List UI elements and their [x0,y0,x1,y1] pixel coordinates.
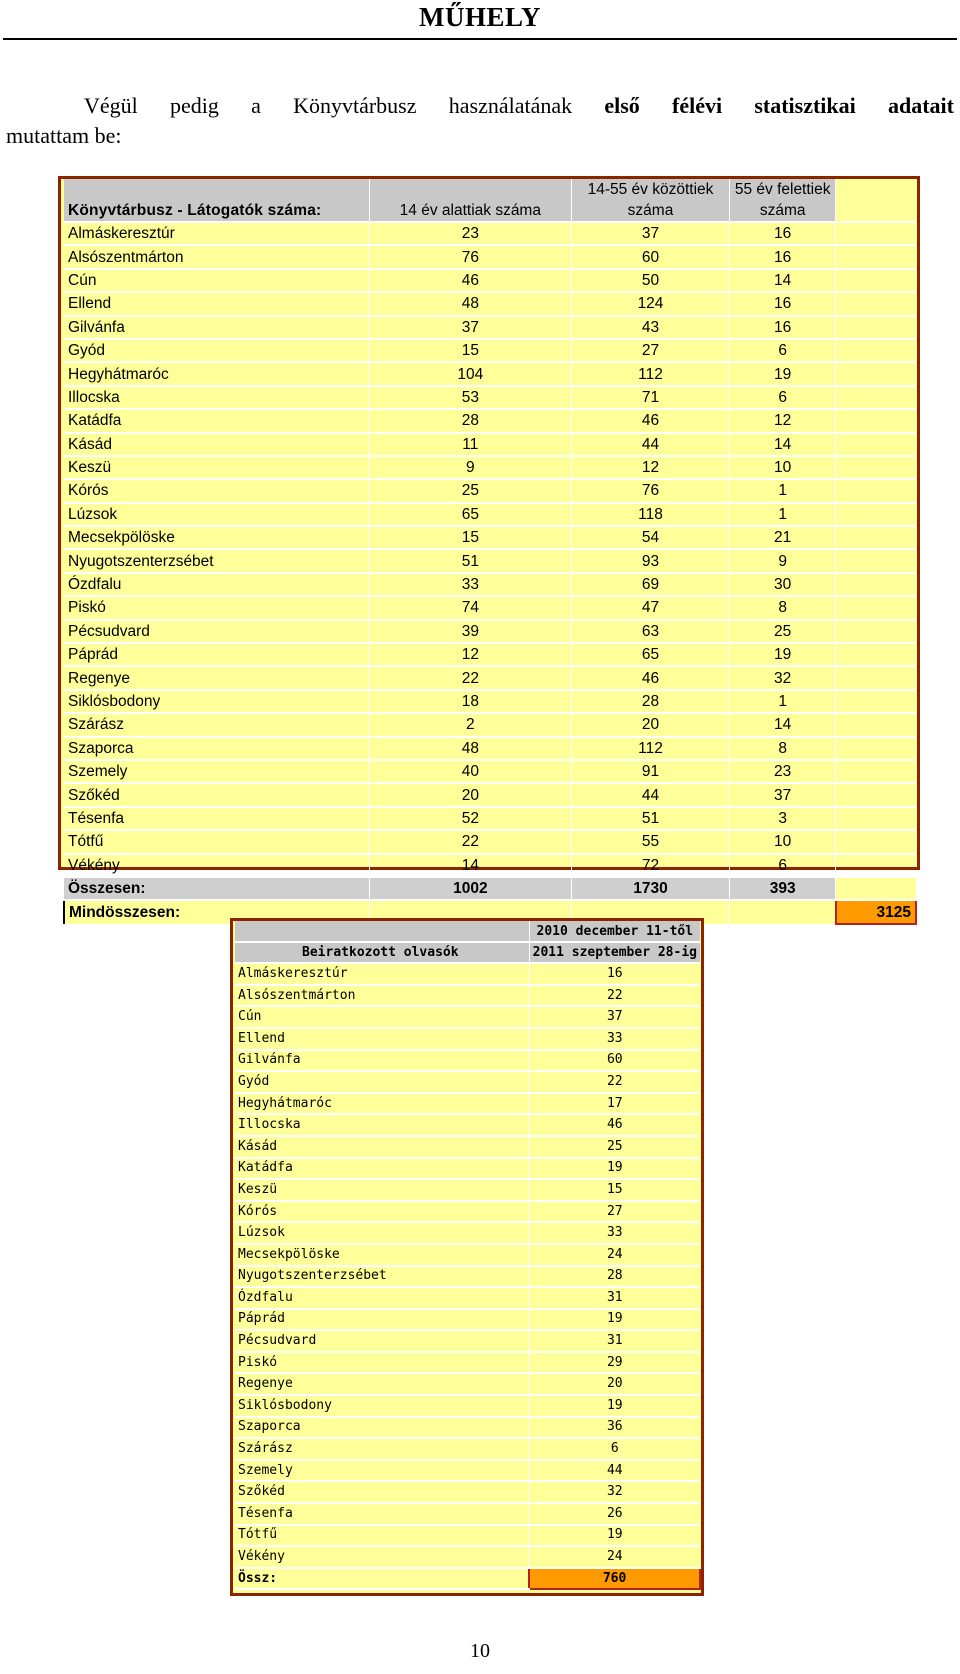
list-item [235,1438,700,1460]
table-row [64,737,916,760]
page-number: 10 [470,1640,490,1662]
list-item [235,1050,700,1072]
list-item [235,1525,700,1547]
village-name: Lúzsok [64,503,369,526]
reader-village-name: Gilvánfa [235,1050,529,1072]
count-14-55: 43 [571,316,729,339]
reader-village-name: Keszü [235,1179,529,1201]
village-name: Almáskeresztúr [64,222,369,245]
count-under-14: 46 [369,269,571,292]
readers-header-row-2 [235,942,700,964]
count-under-14: 25 [369,479,571,502]
list-item [235,1395,700,1417]
village-name: Tésenfa [64,807,369,830]
table-row [64,760,916,783]
village-name: Pécsudvard [64,620,369,643]
sum-over-55: 393 [730,877,836,900]
count-over-55: 23 [730,760,836,783]
empty-cell [836,269,916,292]
empty-cell [836,877,916,900]
sum-14-55: 1730 [571,877,729,900]
count-14-55: 50 [571,269,729,292]
count-over-55: 6 [730,339,836,362]
count-14-55: 65 [571,643,729,666]
count-under-14: 39 [369,620,571,643]
visitors-table [63,179,917,925]
list-item [235,1244,700,1266]
intro-text-plain: Végül pedig a Könyvtárbusz használatának [84,93,605,118]
village-name: Alsószentmárton [64,245,369,268]
reader-count: 28 [529,1266,700,1288]
count-under-14: 11 [369,433,571,456]
table-row [64,690,916,713]
empty-cell [836,479,916,502]
list-item [235,1460,700,1482]
sum-under-14: 1002 [369,877,571,900]
header-empty [836,179,916,222]
reader-count: 36 [529,1417,700,1439]
list-item [235,1330,700,1352]
reader-count: 19 [529,1158,700,1180]
list-item [235,1028,700,1050]
empty-cell [836,596,916,619]
count-14-55: 20 [571,713,729,736]
empty-cell [836,854,916,877]
reader-count: 33 [529,1222,700,1244]
table-row [64,573,916,596]
intro-text-bold: első félévi statisztikai adatait [604,93,954,118]
count-over-55: 1 [730,503,836,526]
empty-cell [836,573,916,596]
count-under-14: 15 [369,339,571,362]
reader-count: 33 [529,1028,700,1050]
count-over-55: 6 [730,854,836,877]
list-item [235,985,700,1007]
count-over-55: 32 [730,666,836,689]
reader-count: 25 [529,1136,700,1158]
village-name: Katádfa [64,409,369,432]
empty-cell [836,643,916,666]
readers-period-line1: 2010 december 11-től [529,921,700,942]
reader-village-name: Gyód [235,1071,529,1093]
count-14-55: 69 [571,573,729,596]
readers-total-value: 760 [529,1568,700,1590]
readers-table [235,921,701,1590]
table-row [64,222,916,245]
table-row [64,245,916,268]
count-over-55: 10 [730,456,836,479]
list-item [235,1503,700,1525]
count-over-55: 9 [730,549,836,572]
count-over-55: 30 [730,573,836,596]
count-over-55: 16 [730,222,836,245]
grand-total-label: Mindösszesen: [64,900,369,923]
readers-table-container [230,918,704,1596]
readers-period-line2: 2011 szeptember 28-ig [529,942,700,964]
village-name: Illocska [64,386,369,409]
village-name: Szaporca [64,737,369,760]
header-14-55-line1: 14-55 év közöttiek [587,181,714,198]
table-row [64,643,916,666]
list-item [235,1136,700,1158]
table-row [64,620,916,643]
village-name: Siklósbodony [64,690,369,713]
reader-village-name: Tótfű [235,1525,529,1547]
table-row [64,830,916,853]
count-over-55: 3 [730,807,836,830]
reader-village-name: Almáskeresztúr [235,963,529,985]
count-14-55: 60 [571,245,729,268]
count-under-14: 53 [369,386,571,409]
table-row [64,549,916,572]
count-over-55: 1 [730,690,836,713]
empty-cell [836,666,916,689]
reader-village-name: Szemely [235,1460,529,1482]
count-14-55: 71 [571,386,729,409]
readers-header-row-1 [235,921,700,942]
count-under-14: 74 [369,596,571,619]
readers-total-row [235,1568,700,1590]
village-name: Páprád [64,643,369,666]
reader-village-name: Nyugotszenterzsébet [235,1266,529,1288]
reader-village-name: Mecsekpölöske [235,1244,529,1266]
reader-count: 24 [529,1244,700,1266]
count-14-55: 44 [571,433,729,456]
table-row [64,526,916,549]
count-under-14: 48 [369,737,571,760]
reader-count: 20 [529,1373,700,1395]
list-item [235,1114,700,1136]
header-divider [3,38,957,40]
reader-village-name: Páprád [235,1309,529,1331]
table-row [64,596,916,619]
reader-count: 31 [529,1287,700,1309]
village-name: Keszü [64,456,369,479]
count-over-55: 16 [730,245,836,268]
count-under-14: 23 [369,222,571,245]
header-label: Könyvtárbusz - Látogatók száma: [64,179,369,222]
table-row [64,386,916,409]
header-under-14: 14 év alattiak száma [369,179,571,222]
count-14-55: 47 [571,596,729,619]
reader-village-name: Szárász [235,1438,529,1460]
table-row [64,316,916,339]
empty-cell [836,713,916,736]
reader-village-name: Ózdfalu [235,1287,529,1309]
header-over-55-line1: 55 év felettiek [734,181,831,198]
reader-count: 24 [529,1546,700,1568]
list-item [235,1309,700,1331]
count-14-55: 112 [571,737,729,760]
readers-total-label: Össz: [235,1568,529,1590]
count-under-14: 14 [369,854,571,877]
reader-village-name: Ellend [235,1028,529,1050]
count-under-14: 65 [369,503,571,526]
reader-count: 44 [529,1460,700,1482]
count-under-14: 104 [369,362,571,385]
reader-village-name: Piskó [235,1352,529,1374]
list-item [235,1373,700,1395]
reader-count: 17 [529,1093,700,1115]
table-row [64,854,916,877]
empty-cell [836,503,916,526]
header-over-55-line2: száma [759,202,806,219]
count-over-55: 10 [730,830,836,853]
count-over-55: 16 [730,292,836,315]
list-item [235,1481,700,1503]
empty-cell [730,900,836,923]
empty-cell [836,830,916,853]
reader-village-name: Katádfa [235,1158,529,1180]
reader-village-name: Siklósbodony [235,1395,529,1417]
reader-count: 31 [529,1330,700,1352]
list-item [235,1222,700,1244]
empty-cell [836,292,916,315]
reader-count: 6 [529,1438,700,1460]
reader-village-name: Alsószentmárton [235,985,529,1007]
village-name: Hegyhátmaróc [64,362,369,385]
empty-cell [836,620,916,643]
list-item [235,1201,700,1223]
table-row [64,292,916,315]
count-14-55: 118 [571,503,729,526]
empty-cell [836,783,916,806]
count-under-14: 20 [369,783,571,806]
intro-line-1 [6,91,954,121]
village-name: Cún [64,269,369,292]
count-under-14: 9 [369,456,571,479]
reader-village-name: Szőkéd [235,1481,529,1503]
count-over-55: 14 [730,269,836,292]
reader-village-name: Lúzsok [235,1222,529,1244]
empty-cell [836,362,916,385]
table-row [64,713,916,736]
table-row [64,339,916,362]
count-over-55: 25 [730,620,836,643]
intro-line-2: mutattam be: [6,123,122,148]
list-item [235,1093,700,1115]
count-under-14: 22 [369,830,571,853]
reader-count: 16 [529,963,700,985]
count-over-55: 8 [730,596,836,619]
count-14-55: 112 [571,362,729,385]
sum-label: Összesen: [64,877,369,900]
reader-count: 19 [529,1395,700,1417]
count-14-55: 55 [571,830,729,853]
village-name: Szárász [64,713,369,736]
reader-count: 37 [529,1006,700,1028]
visitors-header-row [64,179,916,222]
empty-cell [836,433,916,456]
village-name: Mecsekpölöske [64,526,369,549]
village-name: Nyugotszenterzsébet [64,549,369,572]
village-name: Vékény [64,854,369,877]
empty-cell [836,760,916,783]
reader-village-name: Vékény [235,1546,529,1568]
intro-paragraph [6,91,954,151]
count-under-14: 51 [369,549,571,572]
count-14-55: 51 [571,807,729,830]
empty-cell [836,222,916,245]
count-over-55: 19 [730,643,836,666]
count-14-55: 46 [571,666,729,689]
readers-header-blank [235,921,529,942]
count-over-55: 12 [730,409,836,432]
table-row [64,666,916,689]
table-row [64,409,916,432]
count-over-55: 21 [730,526,836,549]
reader-village-name: Kórós [235,1201,529,1223]
table-row [64,362,916,385]
empty-cell [836,456,916,479]
empty-cell [836,386,916,409]
header-over-55 [730,179,836,222]
village-name: Regenye [64,666,369,689]
count-14-55: 12 [571,456,729,479]
village-name: Piskó [64,596,369,619]
reader-village-name: Tésenfa [235,1503,529,1525]
reader-count: 15 [529,1179,700,1201]
count-14-55: 124 [571,292,729,315]
empty-cell [836,316,916,339]
reader-count: 46 [529,1114,700,1136]
reader-count: 19 [529,1525,700,1547]
count-14-55: 27 [571,339,729,362]
empty-cell [836,807,916,830]
count-14-55: 44 [571,783,729,806]
list-item [235,1287,700,1309]
village-name: Gyód [64,339,369,362]
count-over-55: 19 [730,362,836,385]
count-over-55: 8 [730,737,836,760]
village-name: Szemely [64,760,369,783]
list-item [235,1352,700,1374]
table-row [64,807,916,830]
count-under-14: 40 [369,760,571,783]
section-title: MŰHELY [418,2,542,32]
list-item [235,963,700,985]
reader-count: 27 [529,1201,700,1223]
count-under-14: 37 [369,316,571,339]
list-item [235,1179,700,1201]
count-14-55: 76 [571,479,729,502]
empty-cell [836,245,916,268]
count-over-55: 14 [730,433,836,456]
count-under-14: 76 [369,245,571,268]
count-under-14: 12 [369,643,571,666]
table-row [64,503,916,526]
empty-cell [836,409,916,432]
list-item [235,1417,700,1439]
grand-total-value: 3125 [836,900,916,923]
count-over-55: 37 [730,783,836,806]
count-14-55: 63 [571,620,729,643]
count-14-55: 37 [571,222,729,245]
count-14-55: 28 [571,690,729,713]
reader-count: 60 [529,1050,700,1072]
empty-cell [836,737,916,760]
empty-cell [836,549,916,572]
sum-row [64,877,916,900]
village-name: Ózdfalu [64,573,369,596]
visitors-table-container [58,176,920,922]
count-under-14: 15 [369,526,571,549]
reader-village-name: Pécsudvard [235,1330,529,1352]
list-item [235,1071,700,1093]
table-row [64,456,916,479]
empty-cell [836,339,916,362]
reader-village-name: Regenye [235,1373,529,1395]
table-row [64,269,916,292]
reader-village-name: Cún [235,1006,529,1028]
village-name: Kásád [64,433,369,456]
count-14-55: 46 [571,409,729,432]
count-under-14: 28 [369,409,571,432]
count-under-14: 48 [369,292,571,315]
village-name: Gilvánfa [64,316,369,339]
count-under-14: 2 [369,713,571,736]
count-over-55: 1 [730,479,836,502]
count-14-55: 91 [571,760,729,783]
count-over-55: 14 [730,713,836,736]
village-name: Tótfű [64,830,369,853]
village-name: Ellend [64,292,369,315]
reader-count: 19 [529,1309,700,1331]
header-14-55-line2: száma [627,202,674,219]
count-under-14: 18 [369,690,571,713]
village-name: Kórós [64,479,369,502]
table-row [64,433,916,456]
count-14-55: 54 [571,526,729,549]
reader-village-name: Kásád [235,1136,529,1158]
count-over-55: 6 [730,386,836,409]
header-14-55 [571,179,729,222]
reader-count: 22 [529,1071,700,1093]
count-14-55: 93 [571,549,729,572]
count-under-14: 33 [369,573,571,596]
village-name: Szőkéd [64,783,369,806]
count-under-14: 22 [369,666,571,689]
list-item [235,1158,700,1180]
table-row [64,479,916,502]
reader-village-name: Illocska [235,1114,529,1136]
table-row [64,783,916,806]
count-under-14: 52 [369,807,571,830]
reader-village-name: Hegyhátmaróc [235,1093,529,1115]
reader-count: 22 [529,985,700,1007]
reader-count: 26 [529,1503,700,1525]
list-item [235,1266,700,1288]
reader-village-name: Szaporca [235,1417,529,1439]
list-item [235,1006,700,1028]
reader-count: 29 [529,1352,700,1374]
empty-cell [836,526,916,549]
count-over-55: 16 [730,316,836,339]
empty-cell [836,690,916,713]
reader-count: 32 [529,1481,700,1503]
count-14-55: 72 [571,854,729,877]
list-item [235,1546,700,1568]
readers-header-label: Beiratkozott olvasók [235,942,529,964]
